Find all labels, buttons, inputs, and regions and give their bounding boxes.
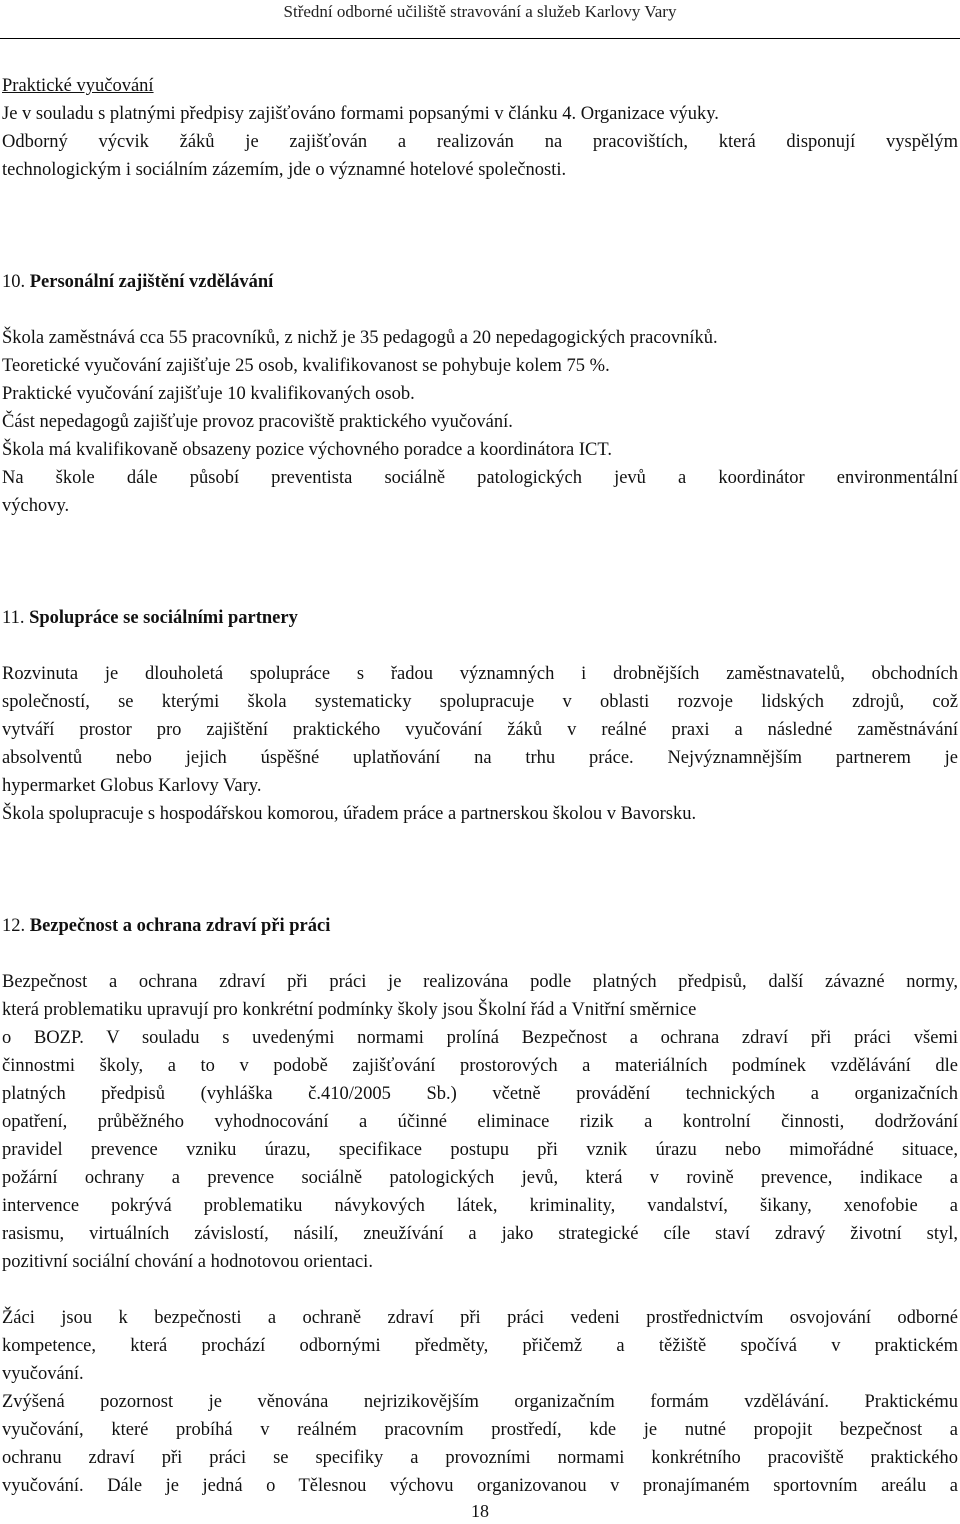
text-line: Odborný výcvik žáků je zajišťován a realizován na pracovištích, která disponují vyspělým bbox=[2, 132, 958, 152]
text-line: výchovy. bbox=[2, 496, 70, 516]
page-number: 18 bbox=[471, 1501, 489, 1521]
text-line: která problematiku upravují pro konkrétní podmínky školy jsou Školní řád a Vnitřní směrnice bbox=[2, 1000, 697, 1020]
document-body bbox=[2, 72, 958, 1500]
page-header: Střední odborné učiliště stravování a služeb Karlovy Vary bbox=[283, 2, 677, 21]
text-line: pravidel prevence vzniku úrazu, specifikace postupu při vznik úrazu nebo mimořádné situace, bbox=[2, 1140, 958, 1160]
text-line: vyučování. Dále je jedná o Tělesnou výchovu organizovanou v pronajímaném sportovním areálu a bbox=[2, 1476, 958, 1496]
text-line: opatření, průběžného vyhodnocování a účinné eliminace rizik a kontrolní činnosti, dodržování bbox=[2, 1112, 958, 1132]
section-11-title: Spolupráce se sociálními partnery bbox=[29, 608, 298, 628]
text-line: pozitivní sociální chování a hodnotovou orientaci. bbox=[2, 1252, 373, 1272]
text-line: požární ochrany a prevence sociálně patologických jevů, která v rovině prevence, indikace a bbox=[2, 1168, 958, 1188]
text-line: rasismu, virtuálních závislostí, násilí, zneužívání a jako strategické cíle staví zdravý životní styl, bbox=[2, 1224, 958, 1244]
text-line: hypermarket Globus Karlovy Vary. bbox=[2, 776, 262, 796]
text-line: absolventů nebo jejich úspěšné uplatňování na trhu práce. Nejvýznamnějším partnerem je bbox=[2, 748, 958, 768]
text-line: Škola zaměstnává cca 55 pracovníků, z nichž je 35 pedagogů a 20 nepedagogických pracovníků. bbox=[2, 328, 718, 348]
text-line: společností, se kterými škola systematicky spolupracuje v oblasti rozvoje lidských zdrojů, což bbox=[2, 692, 958, 712]
text-line: činnostmi školy, a to v podobě zajišťování prostorových a materiálních podmínek vzdělávání dle bbox=[2, 1056, 958, 1076]
text-line: vyučování, které probíhá v reálném pracovním prostředí, kde je nutné propojit bezpečnost a bbox=[2, 1420, 958, 1440]
text-line: Zvýšená pozornost je věnována nejrizikovějším organizačním formám vzdělávání. Praktickému bbox=[2, 1392, 958, 1412]
text-line: technologickým i sociálním zázemím, jde o významné hotelové společnosti. bbox=[2, 160, 567, 180]
text-line: Rozvinuta je dlouholetá spolupráce s řadou významných i drobnějších zaměstnavatelů, obchodních bbox=[2, 664, 958, 684]
section-12-paragraph-2 bbox=[2, 1304, 958, 1500]
section-11-body bbox=[2, 660, 958, 828]
text-line: Teoretické vyučování zajišťuje 25 osob, kvalifikovanost se pohybuje kolem 75 %. bbox=[2, 356, 610, 376]
text-line: Část nepedagogů zajišťuje provoz pracoviště praktického vyučování. bbox=[2, 412, 513, 432]
text-line: Na škole dále působí preventista sociálně patologických jevů a koordinátor environmentální bbox=[2, 468, 958, 488]
text-line: ochranu zdraví při práci se specifiky a provozními normami konkrétního pracoviště praktického bbox=[2, 1448, 958, 1468]
text-line: kompetence, která prochází odbornými předměty, přičemž a těžiště spočívá v praktickém bbox=[2, 1336, 958, 1356]
header-divider bbox=[0, 38, 960, 39]
section-12-paragraph-1 bbox=[2, 968, 958, 1276]
section-12-heading: 12. Bezpečnost a ochrana zdraví při práci bbox=[2, 916, 331, 936]
text-line: o BOZP. V souladu s uvedenými normami prolíná Bezpečnost a ochrana zdraví při práci všemi bbox=[2, 1028, 958, 1048]
text-line: Škola spolupracuje s hospodářskou komorou, úřadem práce a partnerskou školou v Bavorsku. bbox=[2, 804, 697, 824]
text-line: platných předpisů (vyhláška č.410/2005 Sb.) včetně provádění technických a organizačních bbox=[2, 1084, 958, 1104]
text-line: Je v souladu s platnými předpisy zajišťováno formami popsanými v článku 4. Organizace výuky. bbox=[2, 104, 719, 124]
section-10-title: Personální zajištění vzdělávání bbox=[29, 272, 274, 292]
text-line: intervence pokrývá problematiku návykových látek, kriminality, vandalství, šikany, xenofobie a bbox=[2, 1196, 958, 1216]
text-line: Žáci jsou k bezpečnosti a ochraně zdraví při práci vedeni prostřednictvím osvojování odborné bbox=[2, 1308, 958, 1328]
text-line: Praktické vyučování zajišťuje 10 kvalifikovaných osob. bbox=[2, 384, 415, 404]
text-line: vytváří prostor pro zajištění praktického vyučování žáků v reálné praxi a následné zaměstnávání bbox=[2, 720, 958, 740]
section-10-heading: 10. Personální zajištění vzdělávání bbox=[2, 272, 274, 292]
section-11-heading: 11. Spolupráce se sociálními partnery bbox=[2, 608, 298, 628]
text-line: vyučování. bbox=[2, 1364, 84, 1384]
section-12-title: Bezpečnost a ochrana zdraví při práci bbox=[29, 916, 331, 936]
intro-heading: Praktické vyučování bbox=[2, 76, 154, 96]
intro-paragraph bbox=[2, 72, 958, 184]
text-line: Škola má kvalifikovaně obsazeny pozice výchovného poradce a koordinátora ICT. bbox=[2, 440, 612, 460]
section-10-body bbox=[2, 324, 958, 520]
text-line: Bezpečnost a ochrana zdraví při práci je realizována podle platných předpisů, další závazné normy, bbox=[2, 972, 958, 992]
